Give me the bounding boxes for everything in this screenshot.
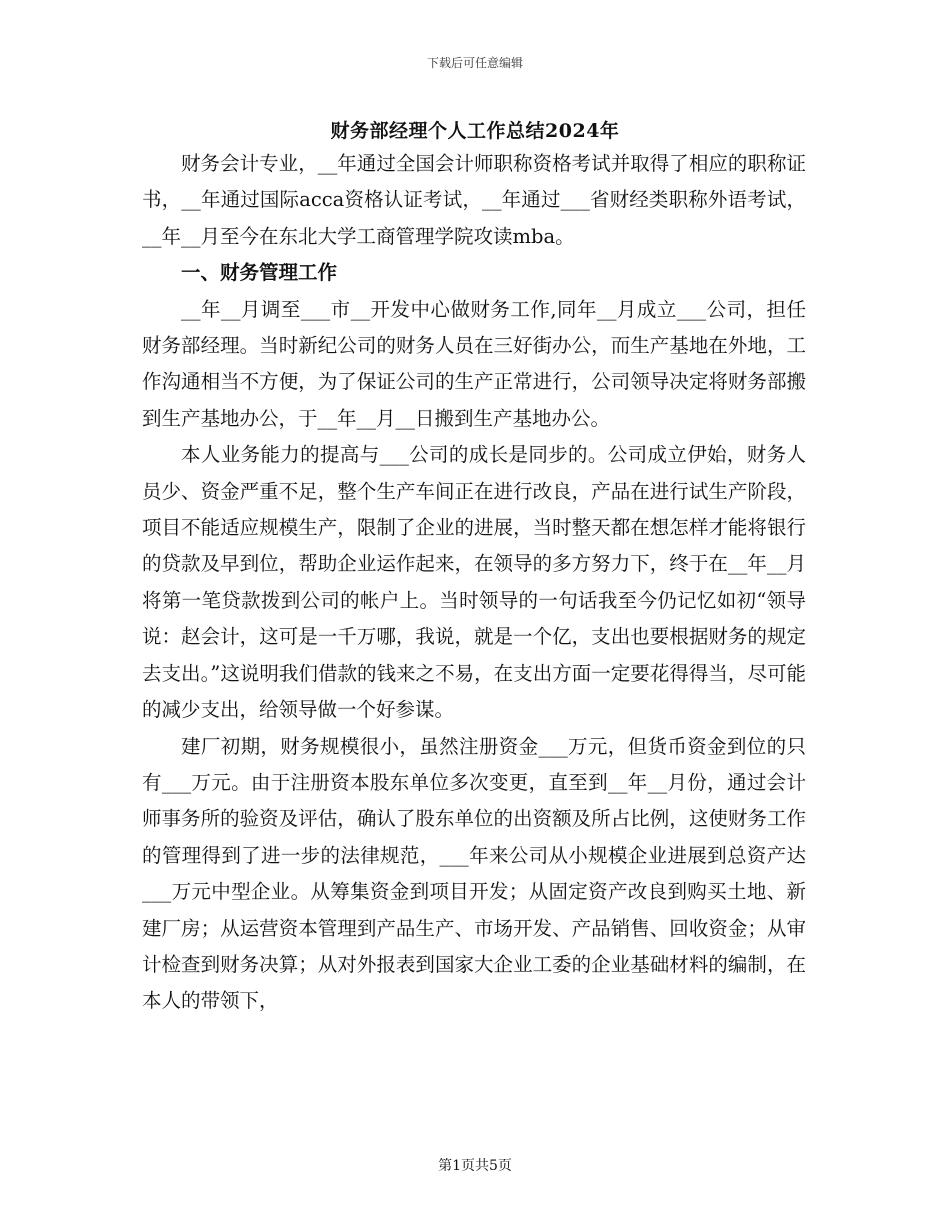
- paragraph-transfer: __年__月调至___市__开发中心做财务工作,同年__月成立___公司，担任财务部经理。当时新纪公司的财务人员在三好街办公，而生产基地在外地，工作沟通相当不方便，为了保证公司的生产正常进行，公司领导决定将财务部搬到生产基地办公，于__年__月__日搬到生产基地办公。: [142, 297, 806, 430]
- paragraph-growth: 本人业务能力的提高与___公司的成长是同步的。公司成立伊始，财务人员少、资金严重不足，整个生产车间正在进行改良，产品在进行试生产阶段，项目不能适应规模生产，限制了企业的进展，当时整天都在想怎样才能将银行的贷款及早到位，帮助企业运作起来，在领导的多方努力下，终于在__年__月将第一笔贷款拨到公司的帐户上。当时领导的一句话我至今仍记忆如初“领导说：赵会计，这可是一千万哪，我说，就是一个亿，支出也要根据财务的规定去支出。”这说明我们借款的钱来之不易，在支出方面一定要花得得当，尽可能的减少支出，给领导做一个好参谋。: [142, 443, 806, 722]
- page-number-footer: 第1页共5页: [438, 1158, 512, 1174]
- paragraph-intro: 财务会计专业，__年通过全国会计师职称资格考试并取得了相应的职称证书，__年通过国际acca资格认证考试，__年通过___省财经类职称外语考试，__年__月至今在东北大学工商管理学院攻读mba。: [142, 152, 806, 248]
- page-header-note: 下载后可任意编辑: [426, 56, 523, 70]
- document-title: 财务部经理个人工作总结2024年: [330, 120, 620, 142]
- document-body: [142, 146, 806, 1020]
- section-heading-financial-management: 一、财务管理工作: [181, 261, 338, 285]
- paragraph-early-stage: 建厂初期，财务规模很小，虽然注册资金___万元，但货币资金到位的只有___万元。由于注册资本股东单位多次变更，直至到__年__月份，通过会计师事务所的验资及评估，确认了股东单位的出资额及所占比例，这使财务工作的管理得到了进一步的法律规范，___年来公司从小规模企业进展到总资产达___万元中型企业。从筹集资金到项目开发；从固定资产改良到购买土地、新建厂房；从运营资本管理到产品生产、市场开发、产品销售、回收资金；从审计检查到财务决算；从对外报表到国家大企业工委的企业基础材料的编制，在本人的带领下，: [142, 734, 806, 1013]
